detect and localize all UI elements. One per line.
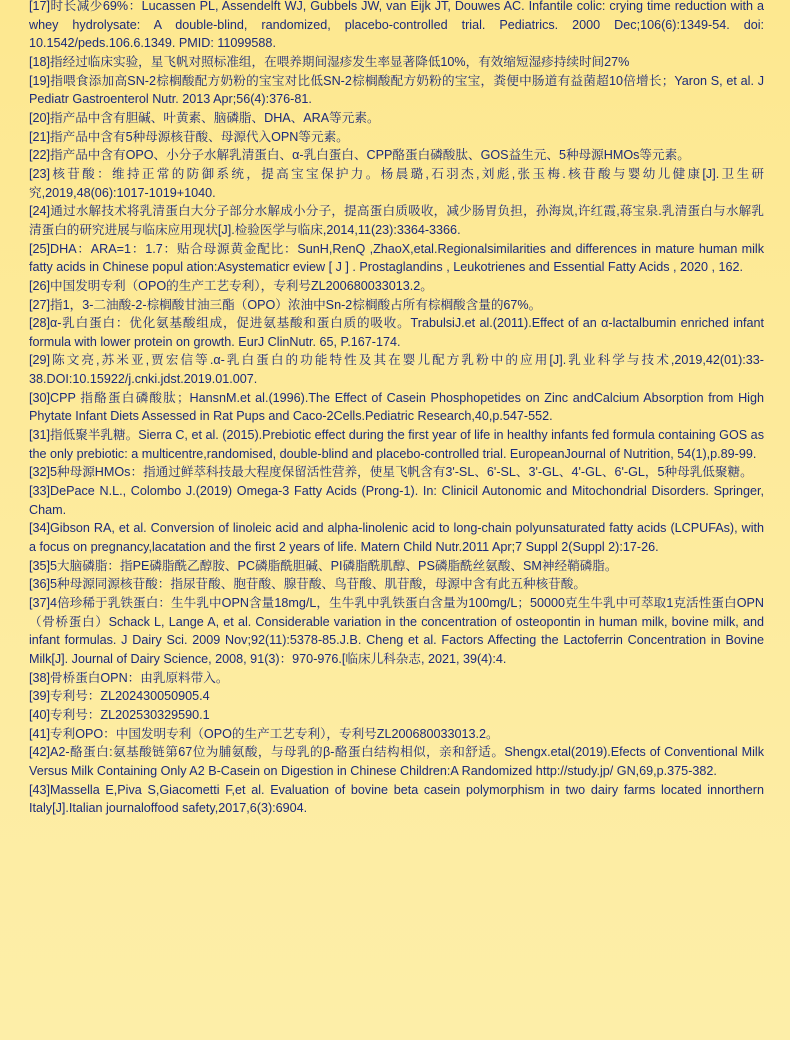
reference-26: [26]中国发明专利（OPO的生产工艺专利），专利号ZL200680033013.2。 xyxy=(29,278,433,293)
reference-37: [37]4倍珍稀于乳铁蛋白：生牛乳中OPN含量18mg/L，生牛乳中乳铁蛋白含量为100mg/L；50000克生牛乳中可萃取1克活性蛋白OPN（骨桥蛋白）Schack L, Lange A, et al. Considerable variation in the concentration of osteopontin in human milk, bovine milk, and infant formulas. J Dairy Sci. 2009 Nov;92(11):5378-85.J.B. Cheng et al. Factors Affecting the Lactoferrin Concentration in Bovine Milk[J]. Journal of Dairy Science, 2008, 91(3)：970-976.[临床儿科杂志, 2021, 39(4):4. xyxy=(29,596,764,666)
reference-29: [29]陈文亮,苏米亚,贾宏信等.α-乳白蛋白的功能特性及其在婴儿配方乳粉中的应用[J].乳业科学与技术,2019,42(01):33-38.DOI:10.15922/j.cnki.jdst.2019.01.007. xyxy=(29,353,764,387)
reference-32: [32]5种母源HMOs：指通过鲜萃科技最大程度保留活性营养，使星飞帆含有3'-SL、6'-SL、3'-GL、4'-GL、6'-GL，5种母乳低聚糖。 xyxy=(29,465,753,480)
reference-list xyxy=(29,0,764,818)
reference-20: [20]指产品中含有胆碱、叶黄素、脑磷脂、DHA、ARA等元素。 xyxy=(29,110,380,125)
reference-24: [24]通过水解技术将乳清蛋白大分子部分水解成小分子，提高蛋白质吸收，减少肠胃负担，孙海岚,许红霞,蒋宝泉.乳清蛋白与水解乳清蛋白的研究进展与临床应用现状[J].检验医学与临床,2014,11(23):3364-3366. xyxy=(29,204,764,237)
reference-19: [19]指喂食添加高SN-2棕榈酸配方奶粉的宝宝对比低SN-2棕榈酸配方奶粉的宝宝，粪便中肠道有益菌超10倍增长；Yaron S, et al. J Pediatr Gastroenterol Nutr. 2013 Apr;56(4):376-81. xyxy=(29,73,764,107)
reference-40: [40]专利号：ZL202530329590.1 xyxy=(29,707,210,722)
reference-39: [39]专利号：ZL202430050905.4 xyxy=(29,689,210,704)
reference-41: [41]专利OPO：中国发明专利（OPO的生产工艺专利），专利号ZL200680033013.2。 xyxy=(29,726,499,741)
reference-36: [36]5种母源同源核苷酸：指尿苷酸、胞苷酸、腺苷酸、鸟苷酸、肌苷酸，母源中含有此五种核苷酸。 xyxy=(29,577,586,592)
reference-34: [34]Gibson RA, et al. Conversion of linoleic acid and alpha-linolenic acid to long-chain polyunsaturated fatty acids (LCPUFAs), with a focus on pregnancy,lacatation and the first 2 years of life. Matern Child Nutr.2011 Apr;7 Suppl 2(Suppl 2):17-26. xyxy=(29,521,764,555)
reference-27: [27]指1，3-二油酸-2-棕榈酸甘油三酯（OPO）浓油中Sn-2棕榈酸占所有棕榈酸含量的67%。 xyxy=(29,297,542,312)
reference-23: [23]核苷酸：维持正常的防御系统，提高宝宝保护力。杨晨璐,石羽杰,刘彪,张玉梅.核苷酸与婴幼儿健康[J].卫生研究,2019,48(06):1017-1019+1040. xyxy=(29,166,764,200)
reference-21: [21]指产品中含有5种母源核苷酸、母源代入OPN等元素。 xyxy=(29,129,349,144)
reference-38: [38]骨桥蛋白OPN：由乳原料带入。 xyxy=(29,670,229,685)
reference-35: [35]5大脑磷脂：指PE磷脂酰乙醇胺、PC磷脂酰胆碱、PI磷脂酰肌醇、PS磷脂酰丝氨酸、SM神经鞘磷脂。 xyxy=(29,558,618,573)
reference-43: [43]Massella E,Piva S,Giacometti F,et al. Evaluation of bovine beta casein polymorphism in two dairy farms located innorthern Italy[J].Italian journaloffood safety,2017,6(3):6904. xyxy=(29,782,764,816)
reference-25: [25]DHA：ARA=1：1.7：贴合母源黄金配比：SunH,RenQ ,ZhaoX,etal.Regionalsimilarities and differences in mature human milk fatty acids in Chinese popul ation:Asystematicr eview [ J ] . Prostaglandins , Leukotrienes and Essential Fatty Acids , 2020 , 162. xyxy=(29,241,764,275)
reference-42: [42]A2-酪蛋白:氨基酸链第67位为脯氨酸，与母乳的β-酪蛋白结构相似，亲和舒适。Shengx.etal(2019).Efects of Conventional Milk Versus Milk Containing Only A2 B-Casein on Digestion in Chinese Children:A Randomized http://study.jp/ GN,69,p.375-382. xyxy=(29,745,764,778)
reference-28: [28]α-乳白蛋白：优化氨基酸组成，促进氨基酸和蛋白质的吸收。TrabulsiJ.et al.(2011).Effect of an α-lactalbumin enriched infant formula with lower protein on growth. EurJ ClinNutr. 65, P.167-174. xyxy=(29,316,764,349)
reference-22: [22]指产品中含有OPO、小分子水解乳清蛋白、α-乳白蛋白、CPP酪蛋白磷酸肽、GOS益生元、5种母源HMOs等元素。 xyxy=(29,148,690,163)
reference-30: [30]CPP 指酪蛋白磷酸肽；HansnM.et al.(1996).The Effect of Casein Phosphopetides on Zinc andCalcium Absorption from High Phytate Infant Diets Assessed in Rat Pups and Caco-2Cells.Pediatric Research,40,p.547-552. xyxy=(29,390,764,424)
reference-17: [17]时长减少69%：Lucassen PL, Assendelft WJ, Gubbels JW, van Eijk JT, Douwes AC. Infantile colic: crying time reduction with a whey hydrolysate: A double-blind, randomized, placebo-controlled trial. Pediatrics. 2000 Dec;106(6):1349-54. doi: 10.1542/peds.106.6.1349. PMID: 11099588. xyxy=(29,0,764,51)
reference-18: [18]指经过临床实验，星飞帆对照标准组，在喂养期间湿疹发生率显著降低10%，有效缩短湿疹持续时间27% xyxy=(29,54,630,69)
reference-31: [31]指低聚半乳糖。Sierra C, et al. (2015).Prebiotic effect during the first year of life in healthy infants fed formula containing GOS as the only prebiotic: a multicentre,randomised, double-blind and placebo-controlled trial. EuropeanJournal of Nutrition, 54(1),p.89-99. xyxy=(29,428,764,461)
reference-33: [33]DePace N.L., Colombo J.(2019) Omega-3 Fatty Acids (Prong-1). In: Clinicil Autonomic and Mitochondrial Disorders. Springer, Cham. xyxy=(29,484,764,517)
